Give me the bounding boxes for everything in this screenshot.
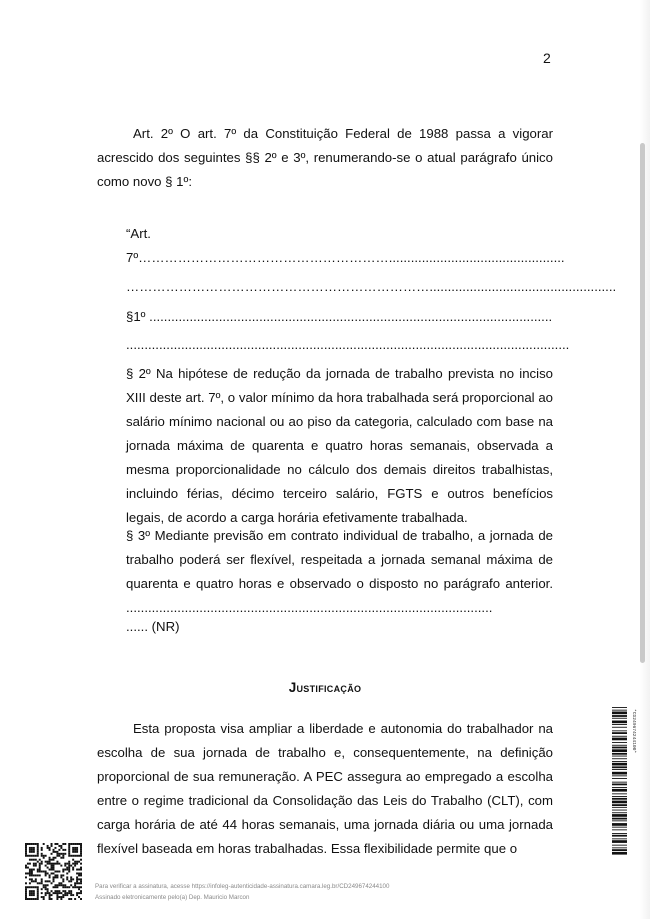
paragraph-2: § 2º Na hipótese de redução da jornada de trabalho prevista no inciso XIII deste art. 7º, o valor mínimo da hora trabalhada será proporcional ao salário mínimo nacional ou ao piso da categoria, calculado com base na jornada máxima de quarenta e quatro horas semanais, observada a mesma proporcionalidade no cálculo dos demais direitos trabalhistas, incluindo férias, décimo terceiro salário, FGTS e outros benefícios legais, de acordo a carga horária efetivamente trabalhada.: [126, 366, 553, 525]
article-7-line: 7º…………………………………………………................................................: [126, 250, 565, 265]
paragraph-1-line: §1º ..............................................................................................................: [126, 309, 553, 324]
article-2-intro: Art. 2º O art. 7º da Constituição Federal de 1988 passa a vigorar acrescido dos seguintes §§ 2º e 3º, renumerando-se o atual parágrafo único como novo § 1º:: [97, 126, 553, 189]
ellipsis-line-2: .........................................................................................................................: [126, 337, 570, 352]
closing-nr: ...... (NR): [126, 619, 180, 634]
justification-text: Esta proposta visa ampliar a liberdade e autonomia do trabalhador na escolha de sua jornada de trabalho e, consequentemente, na definição proporcional de sua remuneração. A PEC assegura ao empregado a escolha entre o regime tradicional da Consolidação das Leis do Trabalho (CLT), com carga horária de até 44 horas semanais, uma jornada diária ou uma jornada flexível baseada em horas trabalhadas. Essa flexibilidade permite que o: [97, 721, 553, 856]
scrollbar[interactable]: [640, 143, 645, 663]
barcode-code: *CD249674244100*: [631, 709, 636, 754]
footer-signed-text: Assinado eletronicamente pelo(a) Dep. Mauricio Marcon: [95, 894, 250, 901]
justification-title: Justificação: [288, 680, 362, 695]
ellipsis-line-1: ……………………………………………………………...................................................: [126, 279, 617, 294]
footer-verify-text: Para verificar a assinatura, acesse https://infoleg-autenticidade-assinatura.camara.leg.br/CD249674244100: [95, 883, 390, 890]
barcode: [612, 707, 636, 855]
page-number: 2: [543, 50, 551, 66]
qr-code: [25, 843, 82, 900]
paragraph-3: § 3º Mediante previsão em contrato individual de trabalho, a jornada de trabalho poderá ser flexível, respeitada a jornada semanal máxima de quarenta e quatro horas e observado o disposto no parágrafo anterior. ....................................................................................................: [126, 528, 553, 615]
quote-open-art: “Art.: [126, 226, 151, 241]
